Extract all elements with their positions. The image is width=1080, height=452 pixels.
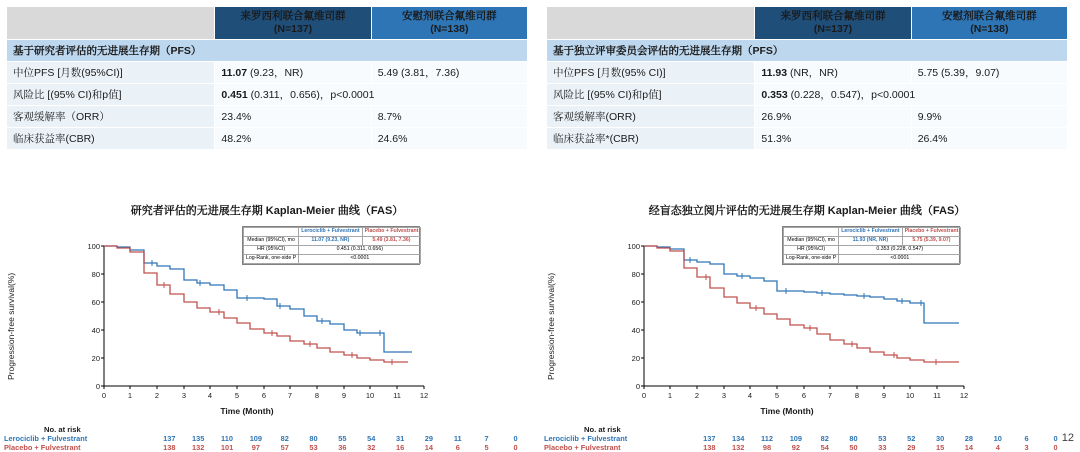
svg-text:0: 0 [95, 382, 100, 391]
legend-label: HR (95%CI) [784, 245, 839, 254]
risk-value: 80 [849, 434, 858, 443]
risk-value: 0 [513, 434, 518, 443]
table-row [7, 128, 528, 150]
risk-value: 98 [762, 443, 772, 452]
table-row [7, 84, 528, 106]
row-label: 临床获益率(CBR) [7, 128, 215, 150]
risk-value: 16 [395, 443, 405, 452]
chart-legend-investigator [242, 226, 420, 265]
legend-col-treatment: Lerociclib + Fulvestrant [839, 228, 902, 237]
row-value-placebo: 24.6% [371, 128, 527, 150]
legend-label: Log-Rank, one-side P [244, 254, 299, 263]
legend-header-row [784, 228, 961, 237]
svg-text:9: 9 [341, 391, 347, 400]
x-axis-label: Time (Month) [760, 406, 814, 416]
risk-row-treatment [544, 434, 1070, 443]
risk-value: 5 [484, 443, 489, 452]
risk-value: 29 [907, 443, 916, 452]
row-label: 风险比 [(95% CI)和p值] [7, 84, 215, 106]
legend-value-a: 11.07 (9.23, NR) [299, 236, 362, 245]
risk-value: 14 [424, 443, 434, 452]
legend-blank [244, 228, 299, 237]
legend-row [784, 245, 961, 254]
svg-text:4: 4 [207, 391, 213, 400]
legend-row [244, 236, 421, 245]
table-section-row [7, 40, 528, 62]
row-label: 风险比 [(95% CI)和p值] [547, 84, 755, 106]
legend-col-placebo: Placebo + Fulvestrant [902, 228, 961, 237]
svg-text:80: 80 [631, 270, 640, 279]
svg-text:8: 8 [854, 391, 860, 400]
legend-header-row [244, 228, 421, 237]
chart-title: 研究者评估的无进展生存期 Kaplan-Meier 曲线（FAS） [130, 205, 404, 217]
y-axis-label: Progression-free survival(%) [6, 272, 16, 380]
header-blank [547, 7, 755, 40]
results-table-investigator [6, 6, 528, 150]
svg-text:3: 3 [721, 391, 727, 400]
legend-value-a: <0.0001 [839, 254, 961, 263]
value-bold: 11.93 [761, 67, 788, 80]
svg-text:80: 80 [91, 270, 100, 279]
row-value-placebo: 5.49 (3.81，7.36) [371, 62, 527, 84]
risk-title: No. at risk [44, 425, 81, 434]
legend-col-treatment: Lerociclib + Fulvestrant [299, 228, 362, 237]
legend-blank [784, 228, 839, 237]
svg-text:9: 9 [881, 391, 887, 400]
risk-value: 110 [221, 434, 233, 443]
legend-label: Log-Rank, one-side P [784, 254, 839, 263]
value-rest: (0.311，0.656)，p<0.0001 [250, 89, 375, 102]
svg-text:100: 100 [87, 242, 100, 251]
legend-value-b: 5.49 (3.81, 7.36) [362, 236, 421, 245]
legend-label: Median (95%CI), mo [244, 236, 299, 245]
svg-text:0: 0 [635, 382, 640, 391]
arm-n: (N=137) [273, 23, 313, 36]
header-arm-placebo [371, 7, 527, 40]
page-number: 12 [1061, 432, 1074, 444]
risk-value: 52 [907, 434, 916, 443]
risk-row-name: Placebo + Fulvestrant [4, 443, 81, 452]
row-value-placebo: 26.4% [911, 128, 1067, 150]
arm-name: 安慰剂联合氟维司群 [402, 10, 497, 22]
header-arm-placebo [911, 7, 1067, 40]
risk-value: 32 [367, 443, 376, 452]
legend-label: Median (95%CI), mo [784, 236, 839, 245]
plot-area [4, 220, 530, 416]
risk-value: 80 [309, 434, 318, 443]
arm-name: 安慰剂联合氟维司群 [942, 10, 1037, 22]
row-value-treatment [755, 62, 911, 84]
risk-value: 57 [280, 443, 289, 452]
risk-value: 33 [878, 443, 887, 452]
risk-value: 4 [995, 443, 1000, 452]
svg-text:1: 1 [127, 391, 133, 400]
risk-value: 3 [1024, 443, 1029, 452]
row-value-treatment: 51.3% [755, 128, 911, 150]
svg-text:10: 10 [905, 391, 915, 400]
risk-value: 134 [732, 434, 745, 443]
risk-value: 28 [964, 434, 974, 443]
svg-text:3: 3 [181, 391, 187, 400]
row-value-treatment: 23.4% [215, 106, 371, 128]
row-value-treatment [215, 62, 371, 84]
risk-value: 0 [1053, 443, 1058, 452]
risk-value: 138 [703, 443, 716, 452]
risk-value: 132 [192, 443, 205, 452]
risk-value: 137 [163, 434, 176, 443]
svg-text:10: 10 [365, 391, 375, 400]
svg-text:2: 2 [694, 391, 700, 400]
risk-value: 112 [761, 434, 773, 443]
risk-value: 138 [163, 443, 176, 452]
svg-text:20: 20 [631, 354, 640, 363]
arm-name: 来罗西利联合氟维司群 [240, 10, 346, 22]
svg-text:11: 11 [393, 391, 401, 400]
chart-investigator [4, 202, 530, 452]
svg-text:60: 60 [631, 298, 640, 307]
risk-value: 6 [1024, 434, 1029, 443]
risk-value: 135 [192, 434, 205, 443]
svg-text:60: 60 [91, 298, 100, 307]
legend-row [784, 254, 961, 263]
row-value-span [215, 84, 528, 106]
risk-value: 109 [789, 434, 803, 443]
legend-value-a: 0.451 (0.311, 0.656) [299, 245, 421, 254]
row-value-span [755, 84, 1068, 106]
svg-text:100: 100 [627, 242, 640, 251]
value-bold: 0.353 [761, 89, 788, 102]
risk-value: 14 [964, 443, 974, 452]
svg-text:40: 40 [91, 326, 100, 335]
risk-value: 132 [732, 443, 745, 452]
header-blank [7, 7, 215, 40]
risk-value: 82 [280, 434, 289, 443]
arm-n: (N=137) [813, 23, 853, 36]
legend-label: HR (95%CI) [244, 245, 299, 254]
chart-legend-birc [782, 226, 960, 265]
legend-row [244, 254, 421, 263]
risk-value: 54 [367, 434, 376, 443]
svg-text:2: 2 [154, 391, 160, 400]
arm-name: 来罗西利联合氟维司群 [780, 10, 886, 22]
panel-investigator [6, 6, 528, 150]
risk-value: 29 [424, 434, 434, 443]
value-bold: 0.451 [221, 89, 248, 102]
y-axis-label: Progression-free survival(%) [546, 272, 556, 380]
risk-title: No. at risk [584, 425, 621, 434]
row-value-placebo: 8.7% [371, 106, 527, 128]
svg-text:20: 20 [91, 354, 100, 363]
table-row [547, 128, 1068, 150]
row-label: 临床获益率*(CBR) [547, 128, 755, 150]
risk-row-name: Placebo + Fulvestrant [544, 443, 621, 452]
arm-n: (N=138) [970, 23, 1009, 36]
risk-value: 0 [1053, 434, 1058, 443]
value-rest: (NR，NR) [790, 67, 838, 80]
risk-value: 11 [453, 434, 462, 443]
svg-text:5: 5 [234, 391, 240, 400]
risk-row-treatment [4, 434, 530, 443]
x-axis-label: Time (Month) [220, 406, 274, 416]
row-value-treatment: 26.9% [755, 106, 911, 128]
svg-text:12: 12 [959, 391, 969, 400]
table-header-row [547, 7, 1068, 40]
svg-text:7: 7 [827, 391, 833, 400]
table-row [7, 106, 528, 128]
section-title: 基于研究者评估的无进展生存期（PFS） [7, 40, 528, 62]
svg-text:8: 8 [314, 391, 320, 400]
risk-value: 109 [249, 434, 263, 443]
risk-value: 82 [820, 434, 829, 443]
risk-row-name: Lerociclib + Fulvestrant [4, 434, 88, 443]
svg-text:5: 5 [774, 391, 780, 400]
risk-row-name: Lerociclib + Fulvestrant [544, 434, 628, 443]
plot-area [544, 220, 1070, 416]
risk-value: 10 [993, 434, 1002, 443]
risk-value: 30 [935, 434, 945, 443]
row-value-placebo: 5.75 (5.39，9.07) [911, 62, 1067, 84]
risk-value: 6 [455, 443, 460, 452]
svg-text:6: 6 [261, 391, 267, 400]
table-row [547, 84, 1068, 106]
results-table-birc [546, 6, 1068, 150]
table-row [7, 62, 528, 84]
value-rest: (9.23，NR) [250, 67, 304, 80]
svg-text:0: 0 [101, 391, 107, 400]
table-header-row [7, 7, 528, 40]
panel-birc [546, 6, 1068, 150]
svg-text:1: 1 [667, 391, 673, 400]
svg-text:0: 0 [641, 391, 647, 400]
row-label: 中位PFS [月数(95%CI)] [7, 62, 215, 84]
legend-row [244, 245, 421, 254]
value-bold: 11.07 [221, 67, 248, 80]
risk-value: 137 [703, 434, 716, 443]
row-label: 客观缓解率(ORR) [547, 106, 755, 128]
table-row [547, 62, 1068, 84]
svg-text:12: 12 [419, 391, 429, 400]
risk-value: 101 [220, 443, 234, 452]
arm-n: (N=138) [430, 23, 469, 36]
value-rest: (0.228，0.547)，p<0.0001 [790, 89, 916, 102]
table-section-row [547, 40, 1068, 62]
svg-text:6: 6 [801, 391, 807, 400]
legend-value-a: <0.0001 [299, 254, 421, 263]
legend-row [784, 236, 961, 245]
risk-value: 50 [849, 443, 858, 452]
row-value-placebo: 9.9% [911, 106, 1067, 128]
section-title: 基于独立评审委员会评估的无进展生存期（PFS） [547, 40, 1068, 62]
risk-value: 53 [878, 434, 887, 443]
row-value-treatment: 48.2% [215, 128, 371, 150]
header-arm-treatment [755, 7, 911, 40]
legend-value-a: 0.353 (0.228, 0.547) [839, 245, 961, 254]
risk-value: 92 [791, 443, 800, 452]
risk-value: 0 [513, 443, 518, 452]
row-label: 中位PFS [月数(95% CI)] [547, 62, 755, 84]
risk-value: 53 [309, 443, 318, 452]
svg-text:7: 7 [287, 391, 293, 400]
chart-birc [544, 202, 1070, 452]
chart-title: 经盲态独立阅片评估的无进展生存期 Kaplan-Meier 曲线（FAS） [648, 205, 966, 217]
row-label: 客观缓解率（ORR） [7, 106, 215, 128]
risk-value: 54 [820, 443, 829, 452]
header-arm-treatment [215, 7, 371, 40]
legend-value-b: 5.75 (5.39, 9.07) [902, 236, 961, 245]
svg-text:40: 40 [631, 326, 640, 335]
risk-value: 15 [935, 443, 945, 452]
svg-text:4: 4 [747, 391, 753, 400]
legend-value-a: 11.93 (NR, NR) [839, 236, 902, 245]
svg-text:11: 11 [933, 391, 941, 400]
risk-value: 31 [395, 434, 405, 443]
risk-value: 7 [484, 434, 489, 443]
risk-value: 36 [338, 443, 347, 452]
legend-col-placebo: Placebo + Fulvestrant [362, 228, 421, 237]
table-row [547, 106, 1068, 128]
risk-value: 97 [251, 443, 260, 452]
risk-value: 55 [338, 434, 347, 443]
